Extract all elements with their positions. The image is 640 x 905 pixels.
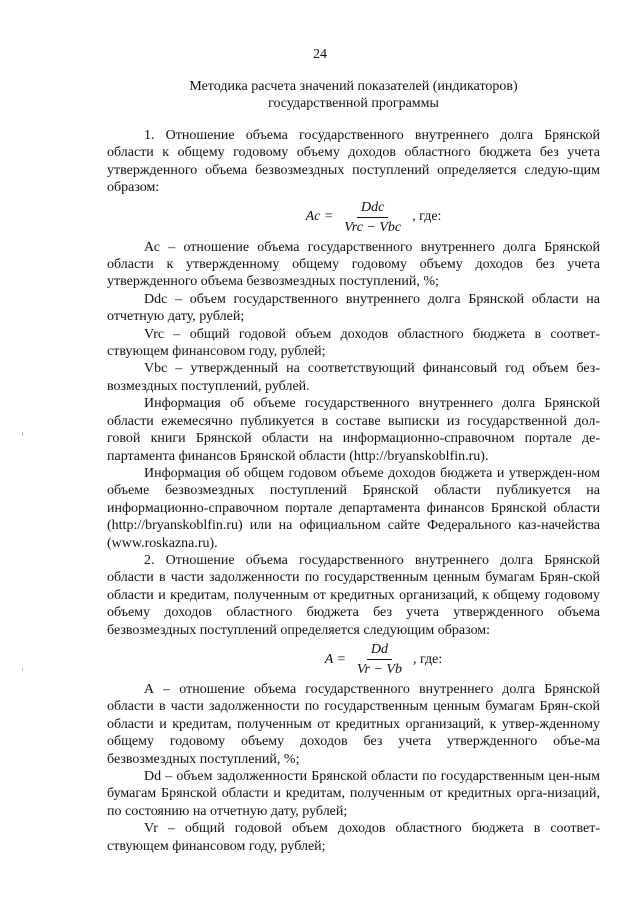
- formula-a-lhs: A =: [324, 651, 346, 667]
- formula-ac-denominator: Vrc − Vbc: [344, 219, 402, 235]
- formula-a-suffix: , где:: [412, 651, 443, 667]
- title-line-1: Методика расчета значений показателей (индикаторов): [189, 79, 518, 94]
- formula-a-numerator: Dd: [367, 641, 392, 660]
- formula-a-denominator: Vr − Vb: [357, 661, 402, 677]
- title-line-2: государственной программы: [268, 96, 439, 111]
- formula-ac-suffix: , где:: [412, 209, 442, 225]
- info-paragraph-1: Информация об объеме государственного внутреннего долга Брянской области ежемесячно публикуется в составе выписки из государственной дол-говой книги Брянской области на информационно-справочном портале де-партамента финансов Брянской области (http://bryanskoblfin.ru).: [107, 396, 600, 464]
- definition-vr: Vr – общий годовой объем доходов областного бюджета в соответ-ствующем финансовом году, рублей;: [107, 821, 600, 854]
- formula-a-fraction: [353, 641, 406, 678]
- document-title: [107, 78, 600, 112]
- page-number: 24: [313, 47, 327, 62]
- definition-vrc: Vrc – общий годовой объем доходов областного бюджета в соответ-ствующем финансовом году, рублей;: [107, 326, 600, 360]
- paragraph-1: 1. Отношение объема государственного внутреннего долга Брянской области к общему годовому объему доходов областного бюджета без учета утвержденного объема безвозмездных поступлений определяется следую-щим образом:: [107, 128, 600, 196]
- definition-ddc: Ddc – объем государственного внутреннего долга Брянской области на отчетную дату, рублей;: [107, 291, 600, 325]
- formula-ac-lhs: Ac =: [305, 209, 334, 225]
- scan-speck: [22, 432, 23, 436]
- formula-a: [167, 641, 600, 678]
- definition-a: А – отношение объема государственного внутреннего долга Брянской области в части задолженности по государственным ценным бумагам Брян-ской области и кредитам, полученным от кредитных организаций, к утвер-жденному общему годовому объему доходов без учета утвержденного объе-ма безвозмездных поступлений, %;: [107, 681, 600, 767]
- formula-ac-numerator: Ddc: [357, 199, 388, 218]
- scan-speck: [22, 668, 23, 671]
- definition-ac: Ас – отношение объема государственного внутреннего долга Брянской области к утвержденному общему годовому объему доходов без учета утвержденного объема безвозмездных поступлений, %;: [107, 239, 600, 290]
- document-body: [107, 127, 600, 855]
- info-paragraph-2: Информация об общем годовом объеме доходов бюджета и утвержден-ном объеме безвозмездных поступлений Брянской области публикуется на информационно-справочном портале департамента финансов Брянской области (http://bryanskoblfin.ru) или на официальном сайте Федерального каз-начейства (www.roskazna.ru).: [107, 465, 600, 551]
- definition-dd: Dd – объем задолженности Брянской области по государственным цен-ным бумагам Брянской области и кредитам, полученным от кредитных орга-низаций, по состоянию на отчетную дату, рублей;: [107, 769, 600, 819]
- formula-ac-fraction: [340, 199, 405, 236]
- definition-vbc: Vbc – утвержденный на соответствующий финансовый год объем без-возмездных поступлений, рублей.: [107, 361, 600, 394]
- paragraph-2: 2. Отношение объема государственного внутреннего долга Брянской области в части задолженности по государственным ценным бумагам Брян-ской области и кредитам, полученным от кредитных организаций, к общему годовому объему доходов областного бюджета без учета утвержденного объема безвозмездных поступлений определяется следующим образом:: [107, 552, 600, 638]
- formula-ac: [147, 199, 600, 236]
